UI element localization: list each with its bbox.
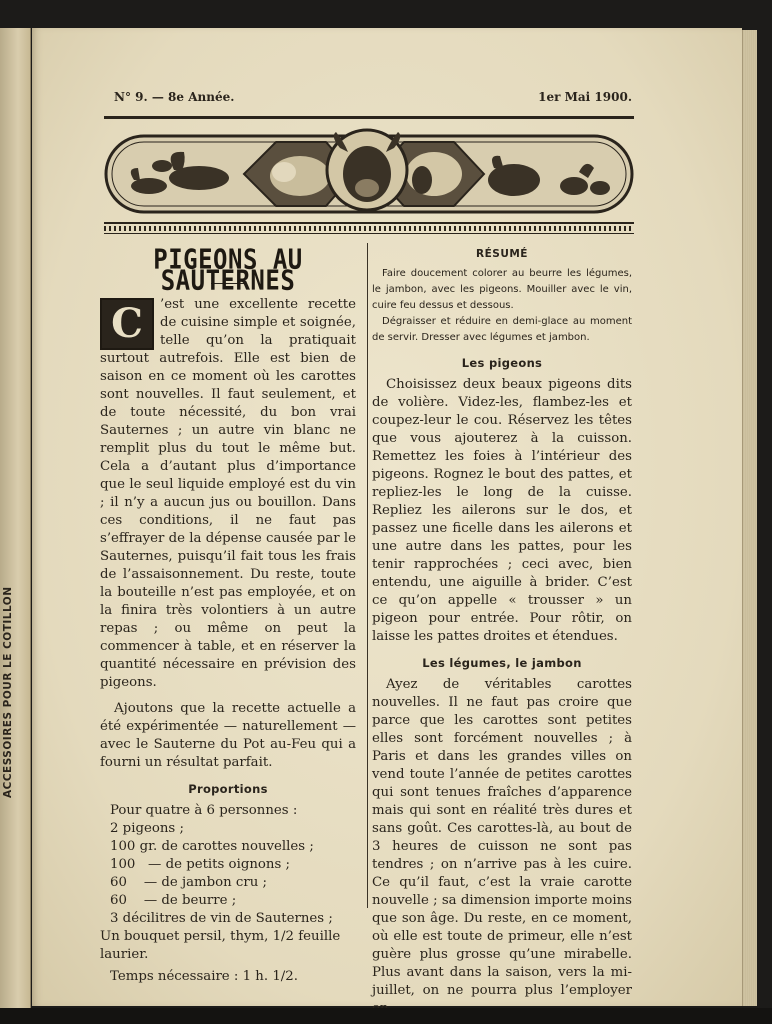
banner-ornament-rule: [104, 226, 634, 231]
proportion-line: 100 — de petits oignons ;: [110, 857, 290, 872]
summary-heading: RÉSUMÉ: [476, 248, 528, 260]
vegetables-heading: Les légumes, le jambon: [422, 656, 582, 670]
header-rule: [104, 116, 634, 119]
issue-date: 1er Mai 1900.: [538, 90, 632, 104]
summary-block: [372, 266, 632, 346]
intro-paragraph: ’est une excellente recette de cuisine simple et soignée, telle qu’on la pratiquait surtout autrefois. Elle est bien de saison en ce moment où les carottes sont nouvelles. Il faut seulement, et de toute nécessité, du bon vrai Sauternes ; un autre vin blanc ne remplit plus du tout le même but. Cela a d’autant plus d’importance que le seul liquide employé est du vin ; il n’y a aucun jus ou bouillon. Dans ces conditions, il ne faut pas s’effrayer de la dépense causée par le Sauternes, puisqu’il fait tous les frais de l’assaisonnement. Du reste, toute la bouteille n’est pas employée, et on la finira très volontiers à un autre repas ; ou même on peut la commencer à table, et en réserver la quantité nécessaire en prévision des pigeons.: [100, 297, 356, 690]
second-paragraph: Ajoutons que la recette actuelle a été expérimentée — naturellement — avec le Sauterne du Pot au-Feu qui a fourni un résultat parfait.: [100, 701, 356, 770]
facing-page-edge: [0, 28, 31, 1008]
scan-bottom-shadow: [0, 1008, 772, 1024]
animal-banner-illustration: [104, 128, 634, 220]
column-divider: [367, 243, 368, 908]
summary-paragraph: Faire doucement colorer au beurre les légumes, le jambon, avec les pigeons. Mouiller avec le vin, cuire feu dessus et dessous.: [372, 268, 632, 311]
pigeons-heading: Les pigeons: [461, 356, 543, 370]
time-required: Temps nécessaire : 1 h. 1/2.: [110, 969, 298, 984]
left-column: [100, 245, 356, 986]
banner-underline: [104, 233, 634, 234]
proportion-line: 60 — de jambon cru ;: [110, 875, 267, 890]
proportion-line: Pour quatre à 6 personnes :: [110, 803, 298, 818]
proportion-line: Un bouquet persil, thym, 1/2 feuille laurier.: [100, 929, 341, 962]
proportion-line: 2 pigeons ;: [110, 821, 184, 836]
spine-advert-text: ACCESSOIRES POUR LE COTILLON: [2, 586, 14, 798]
intro-block: [100, 296, 356, 692]
summary-paragraph: Dégraisser et réduire en demi-glace au moment de servir. Dresser avec légumes et jambon.: [372, 316, 632, 343]
pigeons-paragraph: Choisissez deux beaux pigeons dits de volière. Videz-les, flambez-les et coupez-leur le cou. Réservez les têtes que vous ajouterez à la cuisson. Remettez les foies à l’intérieur des pigeons. Rognez le bout des pattes, et repliez-les le long de la cuisse. Repliez les ailerons sur le dos, et passez une ficelle dans les ailerons et une autre dans les pattes, pour les tenir rapprochées ; ceci avec, bien entendu, une aiguille à brider. C’est ce qu’on appelle « trousser » un pigeon pour entrée. Pour rôtir, on laisse les pattes droites et étendues.: [372, 377, 632, 644]
page-header: [114, 90, 632, 104]
right-column: [372, 245, 632, 1018]
banner-rule: [104, 222, 634, 224]
proportion-line: 3 décilitres de vin de Sauternes ;: [110, 911, 333, 926]
article-title: PIGEONS AU SAUTERNES: [153, 243, 303, 297]
dropcap-letter: C: [100, 298, 154, 350]
vegetables-paragraph: Ayez de véritables carottes nouvelles. Il ne faut pas croire que parce que les carottes sont petites elles sont forcément nouvelles ; à Paris et dans les grandes villes on vend toute l’année de petites carottes qui sont tenues fraîches d’apparence mais qui sont en réalité très dures et sans goût. Ces carottes-là, au bout de 3 heures de cuisson ne sont pas tendres ; on n’arrive pas à les cuire. Ce qu’il faut, c’est la vraie carotte nouvelle ; sa dimension importe moins que son âge. Du reste, en ce moment, où elle est toute de primeur, elle n’est guère plus grosse qu’une mirabelle. Plus avant dans la saison, vers la mi-juillet, on ne pourra plus l’employer: [372, 677, 632, 998]
proportions-heading: Proportions: [188, 782, 268, 796]
issue-number: N° 9. — 8e Année.: [114, 90, 235, 104]
proportion-line: 100 gr. de carottes nouvelles ;: [110, 839, 314, 854]
proportion-line: 60 — de beurre ;: [110, 893, 237, 908]
page-stack-edge: [742, 30, 757, 1006]
